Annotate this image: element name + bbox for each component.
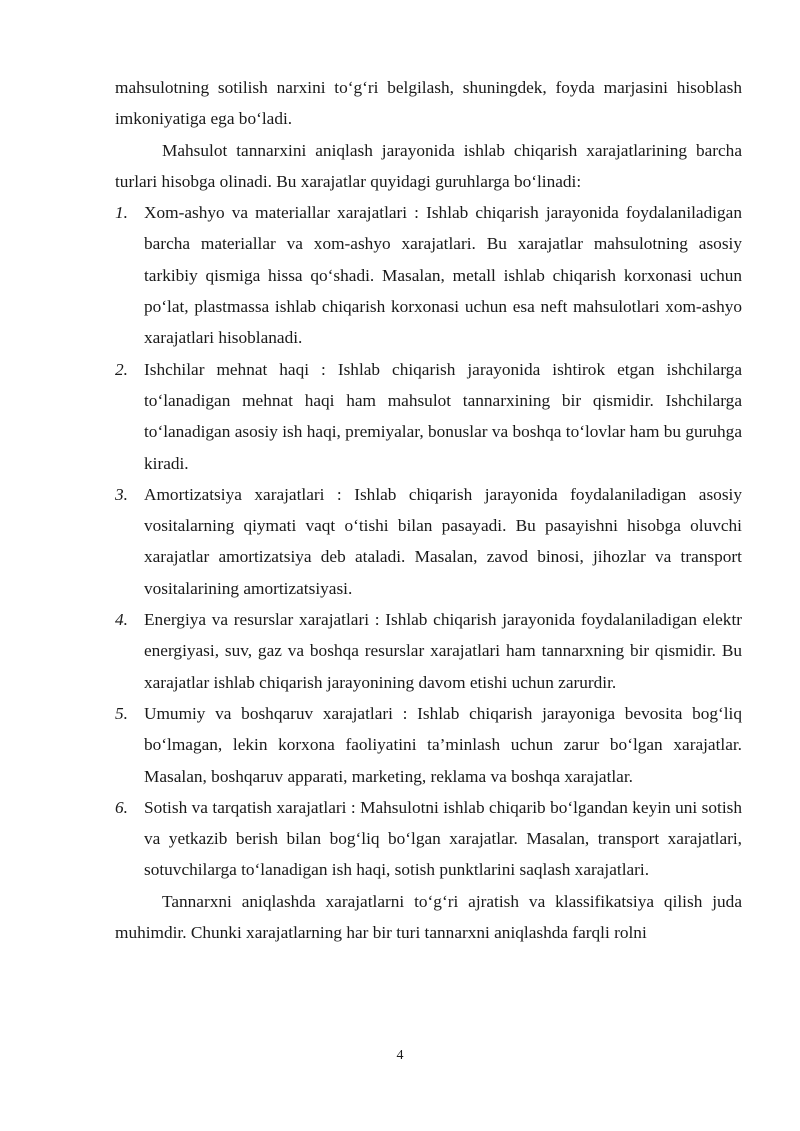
- list-item-text: Umumiy va boshqaruv xarajatlari : Ishlab chiqarish jarayoniga bevosita bog‘liq bo‘lmagan, lekin korxona faoliyatini ta’minlash uchun zarur bo‘lgan xarajatlar. Masalan, boshqaruv apparati, marketing, reklama va boshqa xarajatlar.: [144, 703, 742, 786]
- list-item-number: 3.: [115, 484, 128, 504]
- page-number: 4: [396, 1048, 404, 1063]
- intro-continuation-paragraph: mahsulotning sotilish narxini to‘g‘ri belgilash, shuningdek, foyda marjasini hisoblash imkoniyatiga ega bo‘ladi.: [115, 78, 742, 129]
- list-item-number: 4.: [115, 610, 128, 630]
- list-item-text: Ishchilar mehnat haqi : Ishlab chiqarish jarayonida ishtirok etgan ishchilarga to‘lanadigan mehnat haqi ham mahsulot tannarxining bir qismidir. Ishchilarga to‘lanadigan asosiy ish haqi, premiyalar, bonuslar va boshqa to‘lovlar ham bu guruhga kiradi.: [144, 359, 742, 473]
- list-item-number: 1.: [115, 203, 128, 223]
- list-item: [115, 698, 742, 792]
- list-item: [115, 792, 742, 886]
- cost-groups-list: [115, 197, 742, 886]
- list-item: [115, 197, 742, 353]
- list-item: [115, 604, 742, 698]
- groups-intro-paragraph: Mahsulot tannarxini aniqlash jarayonida ishlab chiqarish xarajatlarining barcha turlari hisobga olinadi. Bu xarajatlar quyidagi guruhlarga bo‘linadi:: [115, 140, 742, 191]
- list-item: [115, 354, 742, 479]
- list-item-text: Amortizatsiya xarajatlari : Ishlab chiqarish jarayonida foydalaniladigan asosiy vositalarning qiymati vaqt o‘tishi bilan pasayadi. Bu pasayishni hisobga oluvchi xarajatlar amortizatsiya deb ataladi. Masalan, zavod binosi, jihozlar va transport vositalarining amortizatsiyasi.: [144, 484, 742, 598]
- list-item-number: 2.: [115, 359, 128, 379]
- list-item: [115, 479, 742, 604]
- list-item-number: 5.: [115, 703, 128, 723]
- list-item-text: Xom-ashyo va materiallar xarajatlari : Ishlab chiqarish jarayonida foydalaniladigan barcha materiallar va xom-ashyo xarajatlari. Bu xarajatlar mahsulotning asosiy tarkibiy qismiga hissa qo‘shadi. Masalan, metall ishlab chiqarish korxonasi uchun po‘lat, plastmassa ishlab chiqarish korxonasi uchun esa neft mahsulotlari xom-ashyo xarajatlari hisoblanadi.: [144, 203, 742, 348]
- list-item-number: 6.: [115, 797, 128, 817]
- closing-paragraph: Tannarxni aniqlashda xarajatlarni to‘g‘ri ajratish va klassifikatsiya qilish juda muhimdir. Chunki xarajatlarning har bir turi tannarxni aniqlashda farqli rolni: [115, 891, 742, 943]
- list-item-text: Sotish va tarqatish xarajatlari : Mahsulotni ishlab chiqarib bo‘lgandan keyin uni sotish va yetkazib berish bilan bog‘liq bo‘lgan xarajatlar. Masalan, transport xarajatlari, sotuvchilarga to‘lanadigan ish haqi, sotish punktlarini saqlash xarajatlari.: [144, 797, 742, 880]
- list-item-text: Energiya va resurslar xarajatlari : Ishlab chiqarish jarayonida foydalaniladigan elektr energiyasi, suv, gaz va boshqa resurslar xarajatlari ham tannarxning bir qismidir. Bu xarajatlar ishlab chiqarish jarayonining davom etishi uchun zarurdir.: [144, 610, 742, 692]
- document-page: [115, 72, 742, 948]
